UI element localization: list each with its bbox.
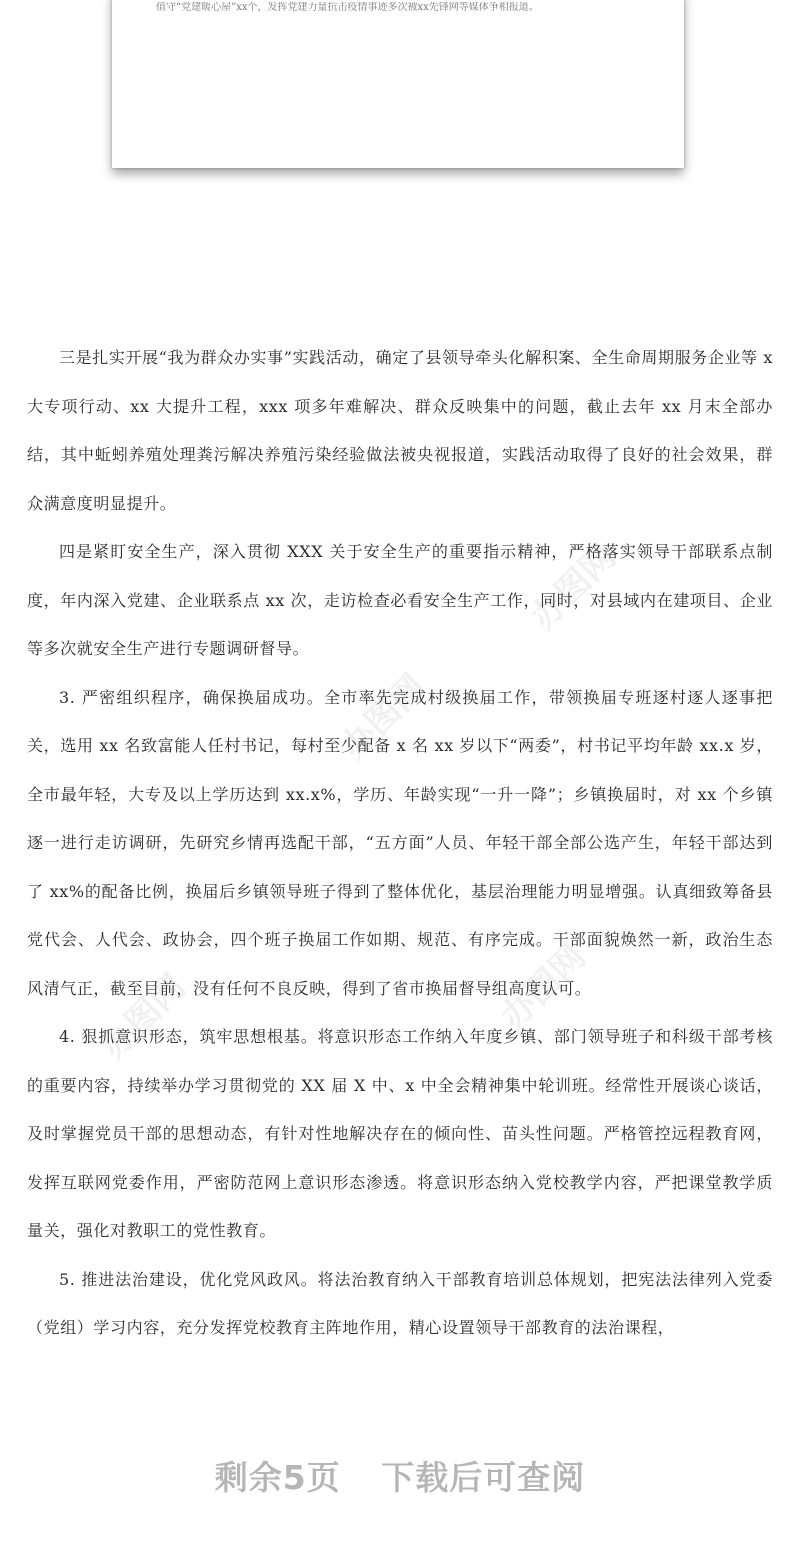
- paragraph-practice-activity: 三是扎实开展“我为群众办实事”实践活动，确定了县领导牵头化解积案、全生命周期服务企业等 x 大专项行动、xx 大提升工程，xxx 项多年难解决、群众反映集中的问题，截止去年 xx 月末全部办结，其中蚯蚓养殖处理粪污解决养殖污染经验做法被央视报道，实践活动取得了良好的社会效果，群众满意度明显提升。: [27, 348, 773, 513]
- paragraph-ideology: 4. 狠抓意识形态，筑牢思想根基。将意识形态工作纳入年度乡镇、部门领导班子和科级干部考核的重要内容，持续举办学习贯彻党的 XX 届 X 中、x 中全会精神集中轮训班。经常性开展谈心谈话，及时掌握党员干部的思想动态，有针对性地解决存在的倾向性、苗头性问题。严格管控远程教育网，发挥互联网党委作用，严密防范网上意识形态渗透。将意识形态纳入党校教学内容，严把课堂教学质量关，强化对教职工的党性教育。: [27, 1027, 773, 1240]
- paragraph-rule-of-law: 5. 推进法治建设，优化党风政风。将法治教育纳入干部教育培训总体规划，把宪法法律列入党委（党组）学习内容，充分发挥党校教育主阵地作用，精心设置领导干部教育的法治课程，: [27, 1269, 773, 1337]
- watermark: 办图网: [523, 536, 624, 638]
- paragraph-election-procedure: 3. 严密组织程序，确保换届成功。全市率先完成村级换届工作，带领换届专班逐村逐人逐事把关，选用 xx 名致富能人任村书记，每村至少配备 x 名 xx 岁以下“两委”，村书记平均年龄 xx.x 岁，全市最年轻，大专及以上学历达到 xx.x%，学历、年龄实现“一升一降”；乡镇换届时，对 xx 个乡镇逐一进行走访调研，先研究乡情再选配干部，“五方面”人员、年轻干部全部公选产生，年轻干部达到了 xx%的配备比例，换届后乡镇领导班子得到了整体优化，基层治理能力明显增强。认真细致筹备县党代会、人代会、政协会，四个班子换届工作如期、规范、有序完成。干部面貌焕然一新，政治生态风清气正，截至目前，没有任何不良反映，得到了省市换届督导组高度认可。: [27, 687, 773, 998]
- previous-page-preview: [112, 0, 684, 168]
- download-hint-label: 下载后可查阅: [381, 1458, 586, 1497]
- paragraph-safety-production: 四是紧盯安全生产，深入贯彻 XXX 关于安全生产的重要指示精神，严格落实领导干部联系点制度，年内深入党建、企业联系点 xx 次，走访检查必看安全生产工作，同时，对县域内在建项目、企业等多次就安全生产进行专题调研督导。: [27, 542, 773, 658]
- watermark: 办图网: [493, 936, 594, 1038]
- previous-page-last-line: 值守“党建暖心屋”xx个，发挥党建力量抗击疫情事迹多次被xx先锋网等媒体争相报道。: [156, 2, 539, 13]
- watermark: 办图网: [333, 666, 434, 768]
- watermark: 办图网: [93, 966, 194, 1068]
- download-prompt[interactable]: [0, 1452, 800, 1499]
- remaining-pages-label: 剩余5页: [214, 1458, 341, 1497]
- document-body: [27, 334, 773, 1353]
